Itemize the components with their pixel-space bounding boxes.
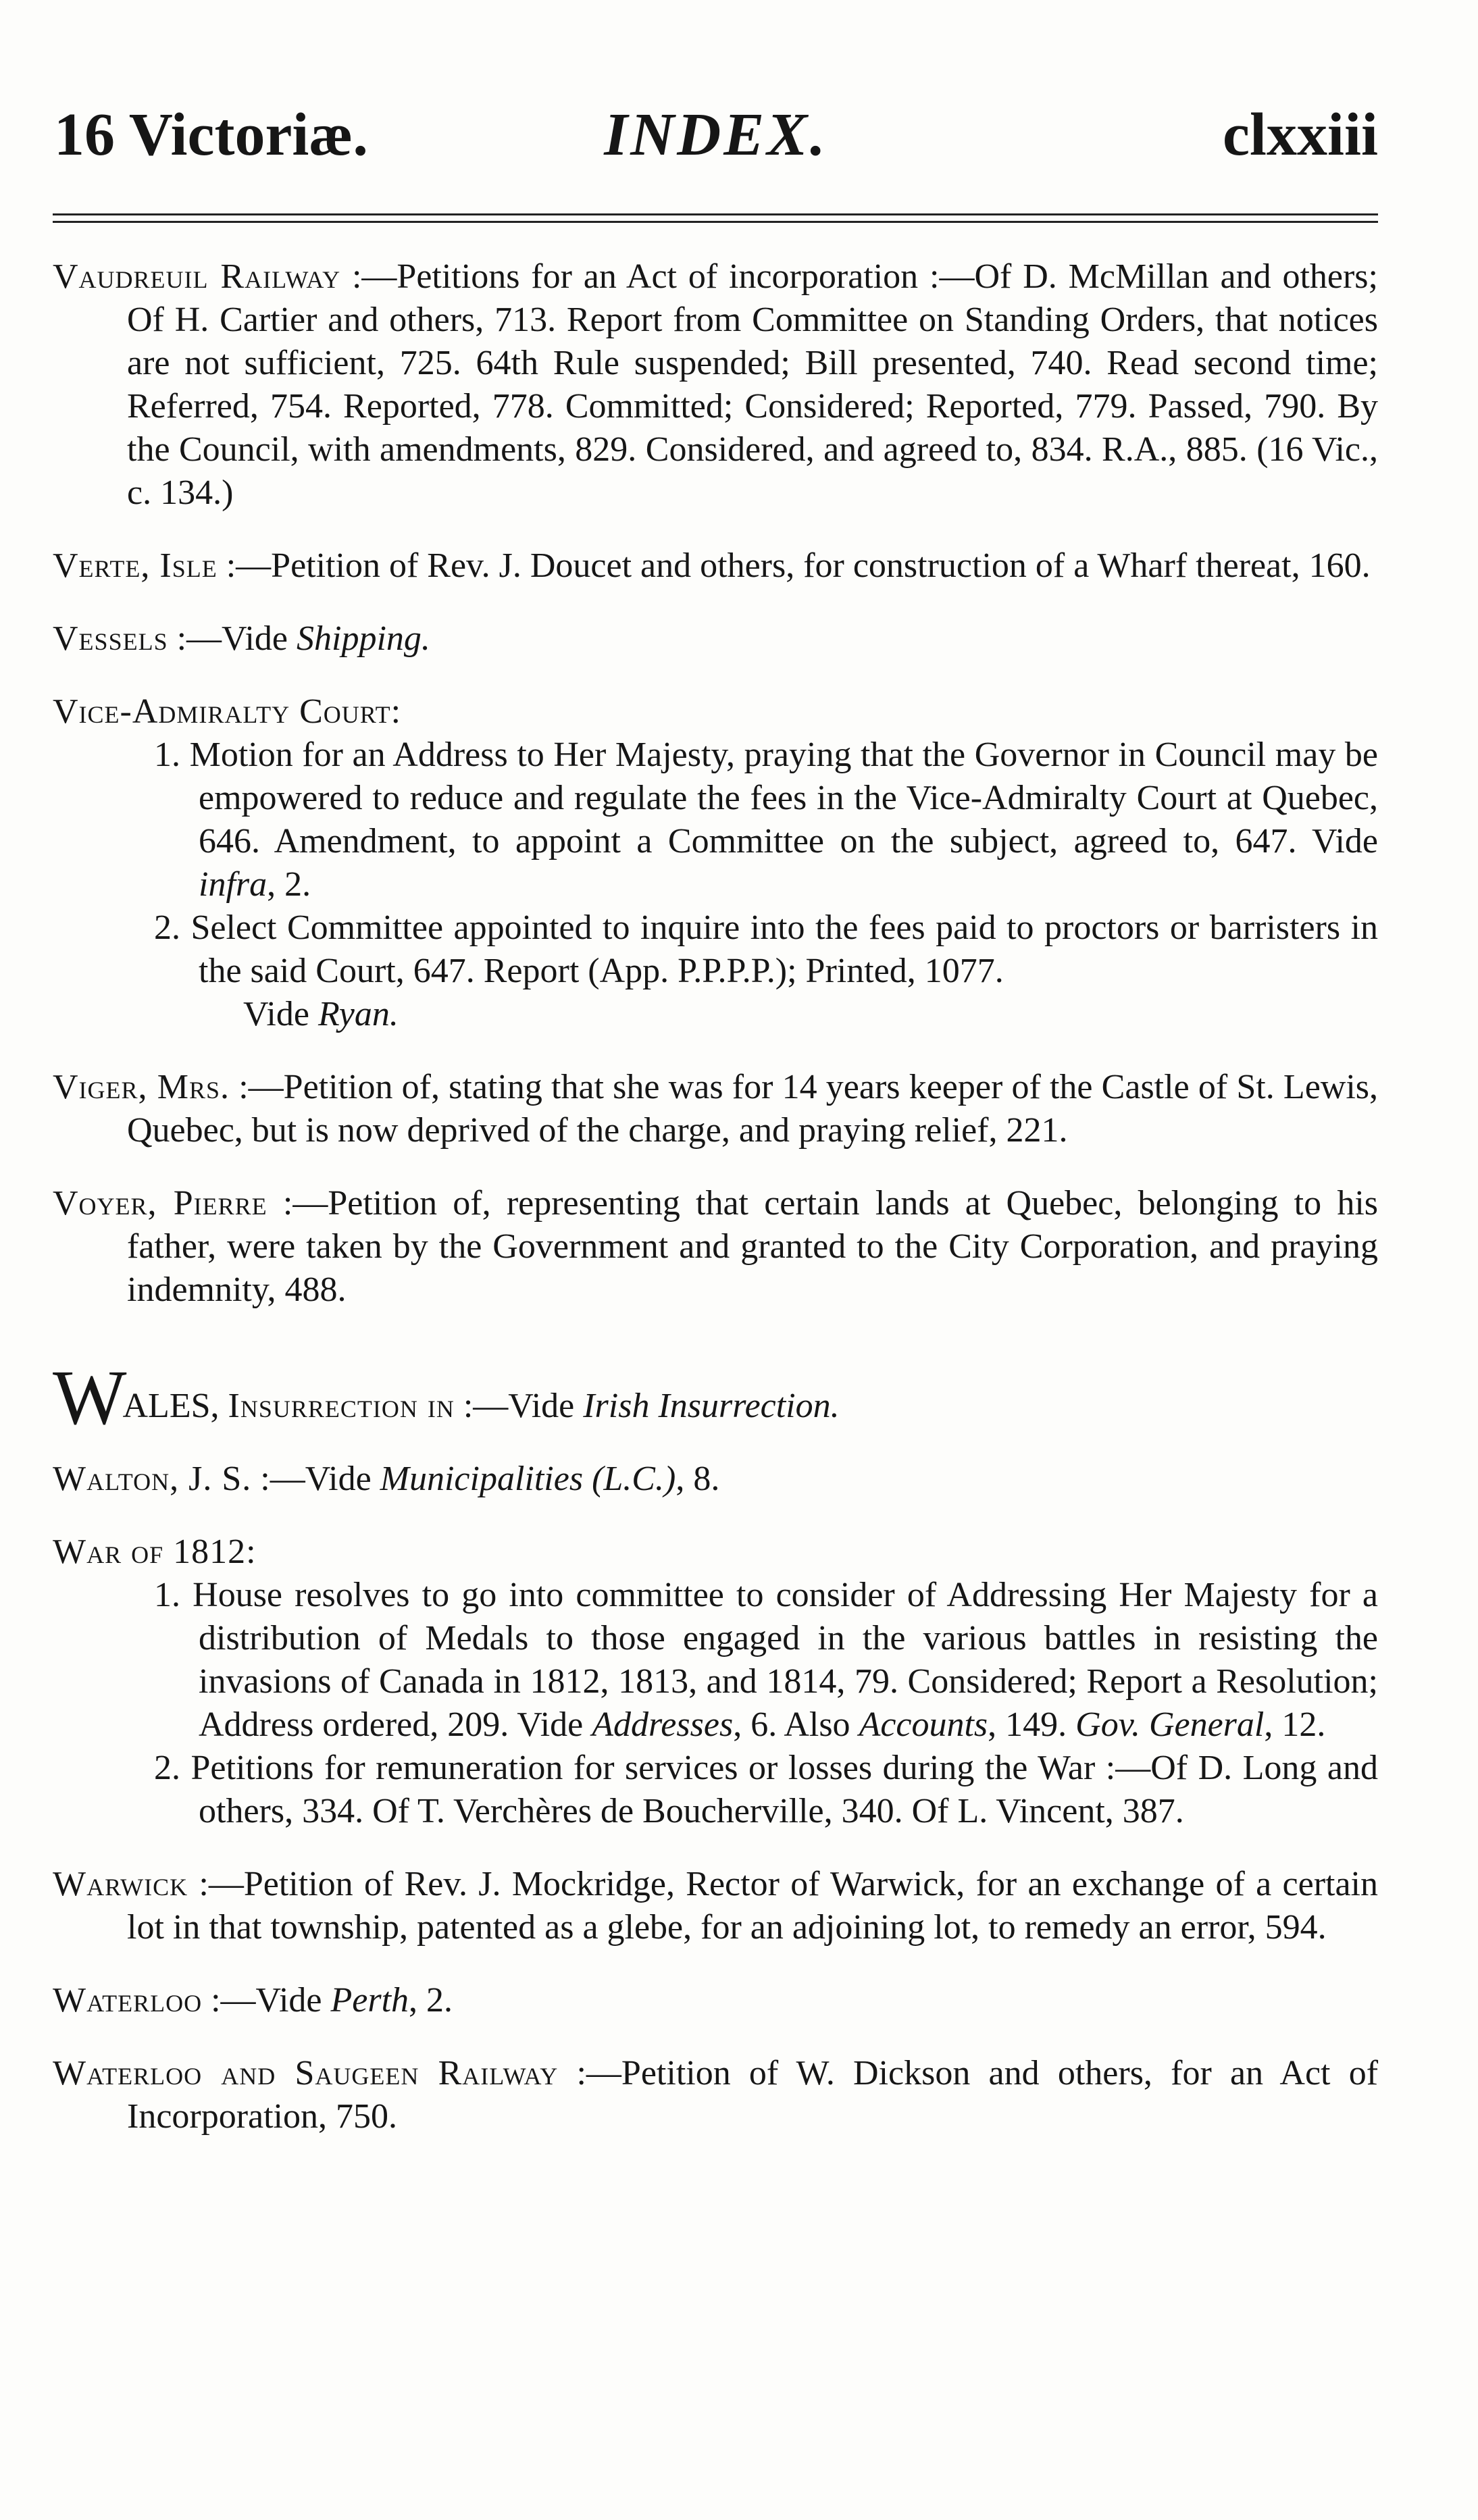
vide-label: Vide [243, 995, 309, 1033]
cross-reference: Addresses [592, 1705, 734, 1744]
index-entry-waterloo [53, 1979, 1378, 2022]
sub-entry-text-tail: , 2. [267, 865, 311, 904]
sub-entry-text: Petitions for remuneration for services or losses during the War :—Of D. Long and others, 334. Of T. Verchères de Boucherville, 340. Of L. Vincent, 387. [190, 1749, 1379, 1830]
cross-reference: Shipping. [297, 619, 430, 658]
entry-heading: Insurrection in [228, 1387, 455, 1425]
entry-heading: Waterloo and Saugeen Railway [53, 2054, 559, 2092]
entry-heading: Voyer, Pierre [53, 1184, 267, 1223]
cross-reference: Municipalities (L.C.) [380, 1460, 676, 1498]
sub-entry-number: 2. [154, 908, 180, 947]
entry-heading: Waterloo [53, 1981, 203, 2020]
sub-entry-number: 2. [154, 1749, 180, 1787]
sub-entry-1 [53, 1574, 1378, 1747]
entry-heading: War of 1812 [53, 1533, 247, 1571]
sub-entry-text: Motion for an Address to Her Majesty, praying that the Governor in Council may be empowered to reduce and regulate the fees in the Vice-Admiralty Court at Quebec, 646. Amendment, to appoint a Committee on the subject, agreed to, 647. Vide [189, 736, 1378, 860]
sub-entry-2-vide [199, 993, 1378, 1036]
index-entry-waterloo-and-saugeen-railway [53, 2052, 1378, 2138]
entry-heading-rest: ALES, [122, 1387, 220, 1425]
index-entry-wales-insurrection [53, 1355, 1378, 1441]
cross-reference: Irish Insurrection. [583, 1387, 840, 1425]
entry-text: :—Vide [176, 619, 288, 658]
sub-entry-1 [53, 734, 1378, 906]
sub-entry-2 [53, 1747, 1378, 1833]
entry-heading: Viger, Mrs. [53, 1068, 230, 1106]
sub-entry-text: Select Committee appointed to inquire into the fees paid to proctors or barristers in the said Court, 647. Report (App. P.P.P.P.); Printed, 1077. [190, 908, 1378, 990]
sub-entry-number: 1. [154, 736, 180, 774]
sub-entry-text: , 149. [988, 1705, 1067, 1744]
index-entry-walton [53, 1458, 1378, 1501]
entry-heading: Vice-Admiralty Court [53, 692, 391, 731]
sub-entry-text-tail: , 12. [1264, 1705, 1326, 1744]
entry-heading: Vaudreuil Railway [53, 257, 341, 296]
entry-text: :—Petition of, representing that certain lands at Quebec, belonging to his father, were taken by the Government and granted to the City Corporation, and praying indemnity, 488. [127, 1184, 1379, 1309]
cross-reference: Perth [330, 1981, 409, 2020]
header-regnal-year: 16 Victoriæ. [54, 101, 368, 168]
index-entry-vice-admiralty-court [53, 690, 1378, 1036]
index-entry-viger-mrs [53, 1066, 1378, 1152]
entry-text: :—Petition of W. Dickson and others, for an Act of Incorporation, 750. [127, 2054, 1379, 2136]
entry-colon: : [390, 692, 401, 731]
entry-text: :—Petition of Rev. J. Mockridge, Rector of Warwick, for an exchange of a certain lot in that township, patented as a glebe, for an adjoining lot, to remedy an error, 594. [127, 1865, 1379, 1947]
cross-reference: infra [199, 865, 267, 904]
entry-heading-line [53, 1531, 1378, 1574]
entry-text: :—Vide [260, 1460, 372, 1498]
header-page-number: clxxiii [1223, 101, 1378, 168]
index-entry-warwick [53, 1863, 1378, 1949]
entry-heading: Vessels [53, 619, 168, 658]
entry-text: :—Petitions for an Act of incorporation :—Of D. McMillan and others; Of H. Cartier and others, 713. Report from Committee on Standing Orders, that notices are not sufficient, 725. 64th Rule suspended; Bill presented, 740. Read second time; Referred, 754. Reported, 778. Committed; Considered; Reported, 779. Passed, 790. By the Council, with amendments, 829. Considered, and agreed to, 834. R.A., 885. (16 Vic., c. 134.) [127, 257, 1378, 512]
cross-reference: Accounts [859, 1705, 988, 1744]
index-entries [53, 255, 1378, 2168]
index-entry-vessels [53, 617, 1378, 661]
sub-entry-text: , 6. Also [733, 1705, 850, 1744]
entry-heading: Walton, J. S. [53, 1460, 252, 1498]
entry-text: :—Vide [463, 1387, 575, 1425]
entry-heading: Warwick [53, 1865, 188, 1903]
sub-entry-number: 1. [154, 1576, 180, 1614]
sub-entry-2 [53, 906, 1378, 993]
entry-text-tail: , 2. [409, 1981, 453, 2020]
entry-heading-line [53, 690, 1378, 734]
header-title: INDEX. [604, 101, 828, 168]
index-entry-war-of-1812 [53, 1531, 1378, 1833]
entry-text: :—Vide [211, 1981, 322, 2020]
entry-colon: : [246, 1533, 256, 1571]
entry-heading: Verte, Isle [53, 546, 218, 585]
index-entry-voyer-pierre [53, 1182, 1378, 1312]
cross-reference: Ryan. [317, 995, 399, 1033]
index-entry-vaudreuil-railway [53, 255, 1378, 515]
sub-entry-text: House resolves to go into committee to consider of Addressing Her Majesty for a distribution of Medals to those engaged in the various battles in resisting the invasions of Canada in 1812, 1813, and 1814, 79. Considered; Report a Resolution; Address ordered, 209. Vide [193, 1576, 1379, 1744]
entry-text-tail: , 8. [676, 1460, 720, 1498]
section-letter-dropcap: W [53, 1355, 127, 1441]
header-rule-top [53, 213, 1378, 215]
entry-text: :—Petition of Rev. J. Doucet and others, for construction of a Wharf thereat, 160. [226, 546, 1371, 585]
entry-text: :—Petition of, stating that she was for 14 years keeper of the Castle of St. Lewis, Quebec, but is now deprived of the charge, and praying relief, 221. [127, 1068, 1379, 1150]
header-rule-bottom [53, 221, 1378, 223]
index-entry-verte-isle [53, 544, 1378, 588]
cross-reference: Gov. General [1075, 1705, 1265, 1744]
